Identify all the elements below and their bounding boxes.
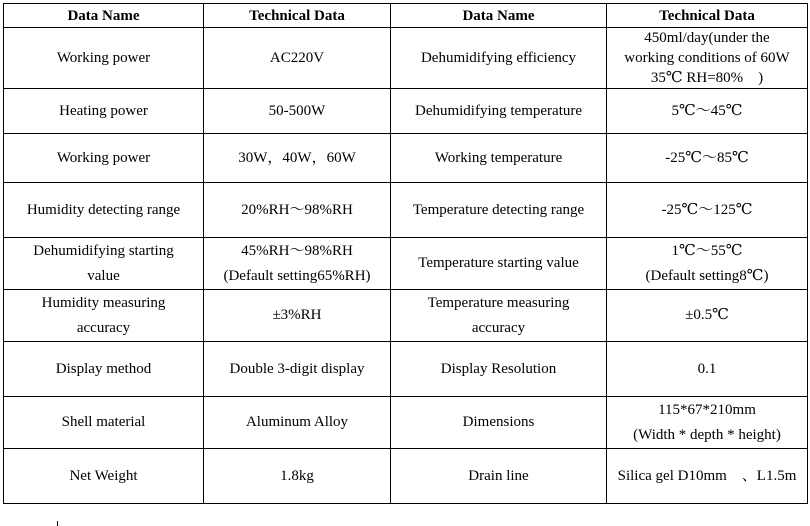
- cell-text-line: Temperature measuring: [427, 294, 570, 311]
- row-technical-data-cell-2: [607, 28, 808, 89]
- row-technical-data-cell: [204, 183, 391, 238]
- cell-text-line: Humidity measuring: [41, 294, 166, 311]
- row-data-name-cell: [4, 449, 204, 504]
- cell-text-line: Double 3-digit display: [229, 360, 365, 377]
- cell-text-line: (Width * depth * height): [633, 426, 781, 443]
- cell-text-line: Working power: [56, 49, 151, 66]
- header-row: [4, 4, 808, 28]
- row-data-name-cell: [4, 397, 204, 449]
- row-technical-data-cell-2: [607, 183, 808, 238]
- table-row: [4, 134, 808, 183]
- specification-table: [3, 3, 808, 504]
- cell-text-line: Temperature starting value: [418, 255, 579, 271]
- cell-text-line: Dehumidifying temperature: [414, 102, 583, 119]
- row-technical-data-cell-2: [607, 238, 808, 290]
- cell-text-line: 450ml/day(under the: [644, 30, 770, 46]
- row-data-name-cell: [4, 28, 204, 89]
- cell-text-line: (Default setting65%RH): [223, 267, 371, 284]
- cell-text-line: Temperature detecting range: [412, 201, 585, 218]
- row-data-name-cell: [4, 183, 204, 238]
- row-data-name-cell: [4, 342, 204, 397]
- row-technical-data-cell: [204, 134, 391, 183]
- cell-text-line: Silica gel D10mm 、L1.5m: [617, 467, 797, 484]
- table-row: [4, 28, 808, 89]
- cell-text-line: Drain line: [468, 467, 529, 484]
- row-technical-data-cell: [204, 28, 391, 89]
- cell-text-line: 35℃ RH=80% ): [650, 70, 764, 86]
- cell-text-line: Humidity detecting range: [26, 201, 181, 218]
- header-technical-data-1: Technical Data: [204, 4, 391, 28]
- row-technical-data-cell-2: [607, 342, 808, 397]
- row-technical-data-cell: [204, 238, 391, 290]
- row-data-name-cell-2: [391, 183, 607, 238]
- row-data-name-cell-2: [391, 89, 607, 134]
- cell-text-line: value: [87, 267, 120, 284]
- cell-text-line: Display method: [55, 360, 152, 377]
- cell-text-line: Heating power: [59, 102, 148, 119]
- cell-text-line: ±0.5℃: [685, 307, 729, 323]
- row-technical-data-cell-2: [607, 449, 808, 504]
- row-data-name-cell-2: [391, 134, 607, 183]
- table-row: [4, 449, 808, 504]
- table-body: [4, 28, 808, 504]
- cell-text-line: (Default setting8℃): [645, 267, 769, 284]
- row-data-name-cell: [4, 134, 204, 183]
- cell-text-line: 5℃～45℃: [671, 102, 743, 119]
- row-data-name-cell-2: [391, 342, 607, 397]
- cell-text-line: 30W，40W，60W: [238, 149, 356, 166]
- cell-text-line: ±3%RH: [272, 307, 322, 323]
- table-row: [4, 290, 808, 342]
- table-row: [4, 238, 808, 290]
- cell-text-line: Dehumidifying efficiency: [420, 49, 577, 66]
- row-data-name-cell: [4, 290, 204, 342]
- row-data-name-cell-2: [391, 290, 607, 342]
- cell-text-line: 1℃～55℃: [671, 242, 743, 259]
- header-data-name-2: Data Name: [391, 4, 607, 28]
- cell-text-line: 45%RH～98%RH: [241, 242, 353, 259]
- row-data-name-cell-2: [391, 449, 607, 504]
- cell-text-line: 50-500W: [268, 102, 326, 119]
- cell-text-line: Working power: [56, 149, 151, 166]
- cell-text-line: accuracy: [76, 319, 131, 336]
- row-data-name-cell: [4, 238, 204, 290]
- row-technical-data-cell: [204, 449, 391, 504]
- cell-text-line: 0.1: [697, 360, 717, 377]
- row-technical-data-cell: [204, 290, 391, 342]
- table-row: [4, 183, 808, 238]
- cell-text-line: -25℃～125℃: [661, 201, 753, 218]
- cell-text-line: 115*67*210mm: [658, 401, 756, 418]
- cell-text-line: -25℃～85℃: [665, 149, 749, 166]
- table-row: [4, 342, 808, 397]
- row-technical-data-cell-2: [607, 134, 808, 183]
- row-technical-data-cell-2: [607, 290, 808, 342]
- cell-text-line: AC220V: [269, 49, 325, 66]
- row-technical-data-cell: [204, 342, 391, 397]
- row-technical-data-cell: [204, 89, 391, 134]
- row-technical-data-cell-2: [607, 397, 808, 449]
- row-data-name-cell: [4, 89, 204, 134]
- row-data-name-cell-2: [391, 238, 607, 290]
- table-row: [4, 397, 808, 449]
- header-technical-data-2: Technical Data: [607, 4, 808, 28]
- cell-text-line: Aluminum Alloy: [245, 414, 349, 430]
- cell-text-line: accuracy: [471, 319, 526, 336]
- cell-text-line: Working temperature: [434, 149, 563, 166]
- row-data-name-cell-2: [391, 397, 607, 449]
- row-technical-data-cell: [204, 397, 391, 449]
- cell-text-line: Net Weight: [69, 467, 138, 484]
- cell-text-line: Dimensions: [462, 414, 535, 430]
- cell-text-line: working conditions of 60W: [624, 50, 790, 66]
- cell-text-line: Shell material: [61, 414, 146, 430]
- row-technical-data-cell-2: [607, 89, 808, 134]
- cell-text-line: Display Resolution: [440, 360, 557, 377]
- header-data-name-1: Data Name: [4, 4, 204, 28]
- cell-text-line: Dehumidifying starting: [33, 242, 174, 259]
- row-data-name-cell-2: [391, 28, 607, 89]
- text-cursor-mark: [57, 521, 58, 526]
- cell-text-line: 1.8kg: [280, 467, 314, 484]
- table-row: [4, 89, 808, 134]
- cell-text-line: 20%RH～98%RH: [241, 201, 353, 218]
